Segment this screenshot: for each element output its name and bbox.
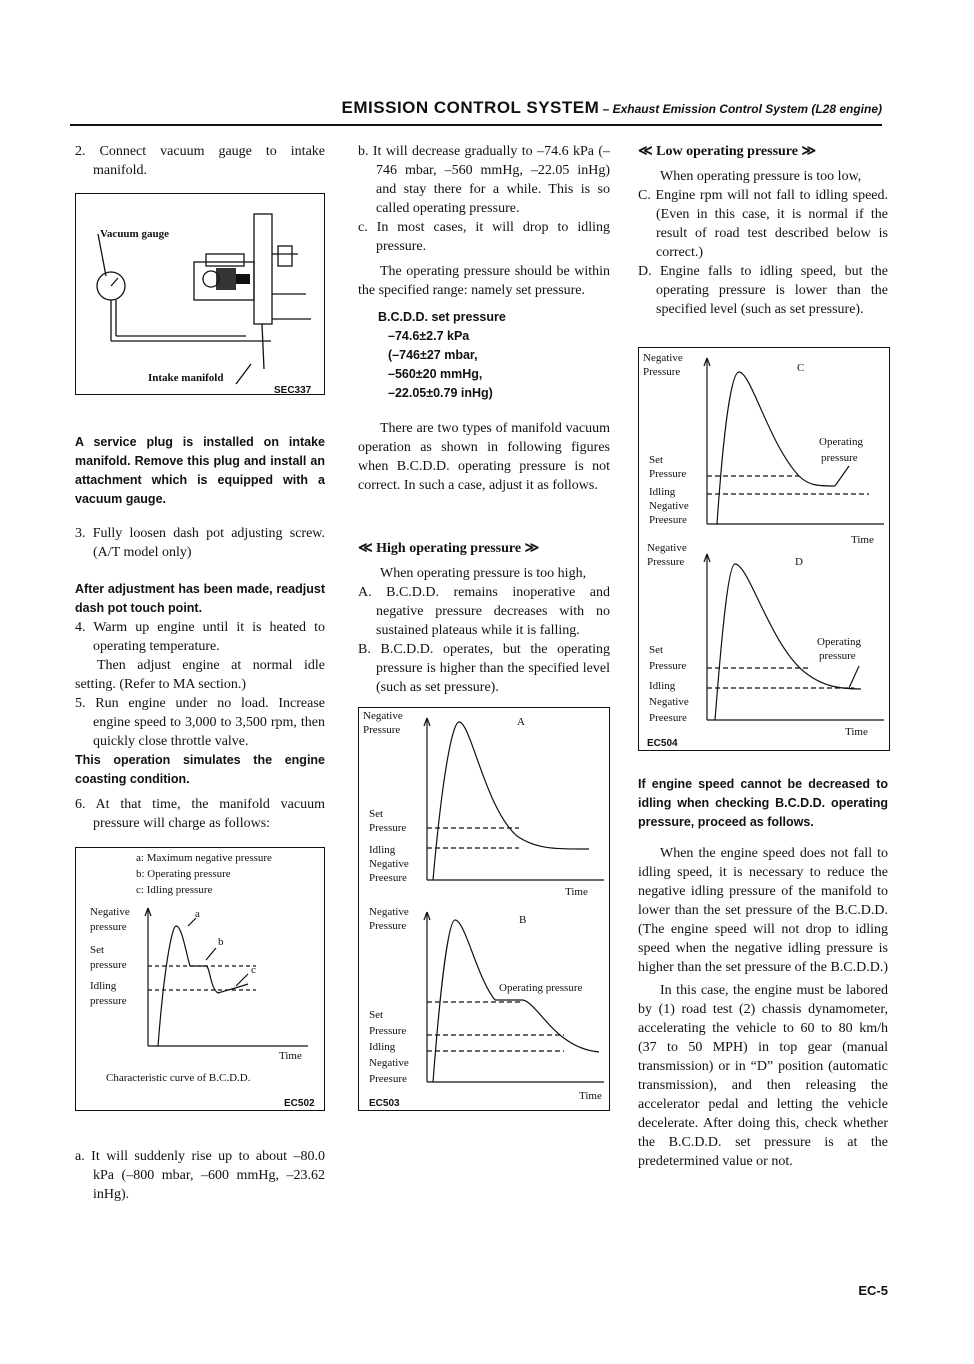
a-axis-idling-pressure: Preesure — [369, 872, 407, 884]
figure-id: EC504 — [647, 738, 678, 749]
step-2: 2. Connect vacuum gauge to intake manifold. — [75, 144, 325, 178]
axis-idling: Idling — [90, 980, 117, 992]
axis-set: Set — [90, 944, 105, 956]
d-operating: Operating — [817, 636, 861, 648]
para-two-types: There are two types of manifold vacuum operation as shown in following figures when B.C.D.D. operating pressure is not correct. In such a case, adjust it as follows. — [358, 421, 610, 493]
point-b: b — [218, 936, 224, 948]
column-left — [75, 142, 325, 1204]
label-intake-manifold: Intake manifold — [148, 372, 224, 384]
chart-b-label: B — [519, 914, 527, 926]
c-operating: Operating — [819, 436, 863, 448]
b-axis-set: Set — [369, 1009, 384, 1021]
legend-b: b: Operating pressure — [136, 868, 231, 880]
c-axis-set-pressure: Pressure — [649, 468, 687, 480]
d-axis-set: Set — [649, 644, 664, 656]
b-operating-pressure: Operating pressure — [499, 982, 583, 994]
c-axis-idling-pressure: Preesure — [649, 514, 687, 526]
high-item-b: B. B.C.D.D. operates, but the operating pressure is higher than the specified level (such as set pressure). — [358, 642, 610, 695]
step-4: 4. Warm up engine until it is heated to operating temperature. — [75, 620, 325, 654]
d-axis-set-pressure: Pressure — [649, 660, 687, 672]
spec-kpa: –74.6±2.7 kPa — [388, 329, 470, 343]
figure-vacuum-gauge — [75, 193, 325, 395]
a-axis-set-pressure: Pressure — [369, 822, 407, 834]
a-axis-set: Set — [369, 808, 384, 820]
c-operating-pressure: pressure — [821, 452, 858, 464]
column-middle — [358, 142, 610, 1111]
point-c: c — [251, 964, 256, 976]
high-item-a: A. B.C.D.D. remains inoperative and negative pressure decreases with no sustained plateaus while it is falling. — [358, 585, 610, 638]
spec-mbar: (–746±27 mbar, — [388, 348, 478, 362]
chart-c-label: C — [797, 362, 805, 374]
heading-low-pressure: ≪ Low operating pressure ≫ — [638, 144, 817, 159]
axis-time: Time — [279, 1050, 302, 1062]
b-axis-idling-negative: Negative — [369, 1057, 409, 1069]
low-item-d: D. Engine falls to idling speed, but the operating pressure is lower than the specified level (such as set pressure). — [638, 264, 888, 317]
b-axis-time: Time — [579, 1090, 602, 1102]
para-road-test: In this case, the engine must be labored by (1) road test (2) chassis dynamometer, accelerating the vehicle to 60 to 80 km/h (37 to 50 MPH) in top gear (manual transmission) or in “D” position (automatic transmission), and then releasing the accelerator pedal and letting the vehicle decelerate. After doing this, check whether the B.C.D.D. set pressure is at the predetermined value or not. — [638, 983, 888, 1169]
figure-bcdd-curve — [75, 847, 325, 1111]
d-axis-idling-pressure: Preesure — [649, 712, 687, 724]
legend-c: c: Idling pressure — [136, 884, 213, 896]
item-c: c. In most cases, it will drop to idling pressure. — [358, 220, 610, 254]
section-title: EMISSION CONTROL SYSTEM — [341, 98, 600, 117]
axis-idling-pressure: pressure — [90, 995, 127, 1007]
c-axis-pressure: Pressure — [643, 366, 681, 378]
b-axis-idling-pressure: Preesure — [369, 1073, 407, 1085]
column-right — [638, 142, 888, 1171]
note-coasting: This operation simulates the engine coasting condition. — [75, 753, 325, 786]
para-operating-range: The operating pressure should be within the specified range: namely set pressure. — [358, 264, 610, 298]
note-service-plug: A service plug is installed on intake manifold. Remove this plug and install an attachment which is equipped with a vacuum gauge. — [75, 435, 325, 506]
step-5: 5. Run engine under no load. Increase engine speed to 3,000 to 3,500 rpm, then quickly close throttle valve. — [75, 696, 325, 749]
a-axis-pressure: Pressure — [363, 724, 401, 736]
a-axis-idling: Idling — [369, 844, 396, 856]
high-intro: When operating pressure is too high, — [380, 566, 587, 581]
vacuum-gauge-diagram — [76, 194, 326, 396]
chart-d-label: D — [795, 556, 803, 568]
spec-title: B.C.D.D. set pressure — [378, 310, 506, 324]
figure-caption: Characteristic curve of B.C.D.D. — [106, 1072, 251, 1084]
d-axis-pressure: Pressure — [647, 556, 685, 568]
legend-a: a: Maximum negative pressure — [136, 852, 272, 864]
b-axis-negative: Negative — [369, 906, 409, 918]
d-axis-idling-negative: Negative — [649, 696, 689, 708]
axis-negative: Negative — [90, 906, 130, 918]
note-engine-speed: If engine speed cannot be decreased to idling when checking B.C.D.D. operating pressure, proceed as follows. — [638, 777, 888, 829]
a-axis-time: Time — [565, 886, 588, 898]
d-axis-negative: Negative — [647, 542, 687, 554]
figure-high-pressure — [358, 707, 610, 1111]
figure-id: EC502 — [284, 1098, 315, 1109]
step-4-idle: Then adjust engine at normal idle setting. (Refer to MA section.) — [75, 658, 325, 692]
c-axis-time: Time — [851, 534, 874, 546]
step-3: 3. Fully loosen dash pot adjusting screw. (A/T model only) — [75, 526, 325, 560]
page-number: EC-5 — [858, 1283, 888, 1298]
c-axis-idling-negative: Negative — [649, 500, 689, 512]
figure-low-pressure — [638, 347, 890, 751]
page-header — [70, 98, 882, 126]
figure-id: EC503 — [369, 1098, 400, 1109]
b-axis-pressure: Pressure — [369, 920, 407, 932]
low-item-c: C. Engine rpm will not fall to idling speed. (Even in this case, it is normal if the result of road test described below is correct.) — [638, 188, 888, 260]
para-idling-speed: When the engine speed does not fall to idling speed, it is necessary to reduce the negative idling pressure of the manifold to lower than the set pressure of the B.C.D.D. (The engine speed will not drop to idling speed when the negative idling pressure is higher than the set pressure of the B.C.D.D.) — [638, 846, 888, 975]
spec-mmhg: –560±20 mmHg, — [388, 367, 483, 381]
c-axis-negative: Negative — [643, 352, 683, 364]
a-axis-idling-negative: Negative — [369, 858, 409, 870]
item-a: a. It will suddenly rise up to about –80.0 kPa (–800 mbar, –600 mmHg, –23.62 inHg). — [75, 1149, 325, 1202]
c-axis-idling: Idling — [649, 486, 676, 498]
step-6: 6. At that time, the manifold vacuum pressure will charge as follows: — [75, 797, 325, 831]
spec-block — [358, 308, 610, 403]
note-dash-pot: After adjustment has been made, readjust dash pot touch point. — [75, 582, 325, 615]
section-subtitle: – Exhaust Emission Control System (L28 engine) — [599, 102, 882, 116]
heading-high-pressure: ≪ High operating pressure ≫ — [358, 541, 540, 556]
d-axis-time: Time — [845, 726, 868, 738]
d-operating-pressure: pressure — [819, 650, 856, 662]
label-vacuum-gauge: Vacuum gauge — [100, 228, 169, 240]
a-axis-negative: Negative — [363, 710, 403, 722]
point-a: a — [195, 908, 200, 920]
item-b: b. It will decrease gradually to –74.6 kPa (–746 mbar, –560 mmHg, –22.05 inHg) and stay there for a while. This is so called operating pressure. — [358, 144, 610, 216]
b-axis-set-pressure: Pressure — [369, 1025, 407, 1037]
axis-set-pressure: pressure — [90, 959, 127, 971]
c-axis-set: Set — [649, 454, 664, 466]
figure-id: SEC337 — [274, 385, 312, 396]
d-axis-idling: Idling — [649, 680, 676, 692]
spec-inhg: –22.05±0.79 inHg) — [388, 386, 493, 400]
axis-negative-pressure: pressure — [90, 921, 127, 933]
low-intro: When operating pressure is too low, — [660, 169, 862, 184]
chart-a-label: A — [517, 716, 525, 728]
b-axis-idling: Idling — [369, 1041, 396, 1053]
